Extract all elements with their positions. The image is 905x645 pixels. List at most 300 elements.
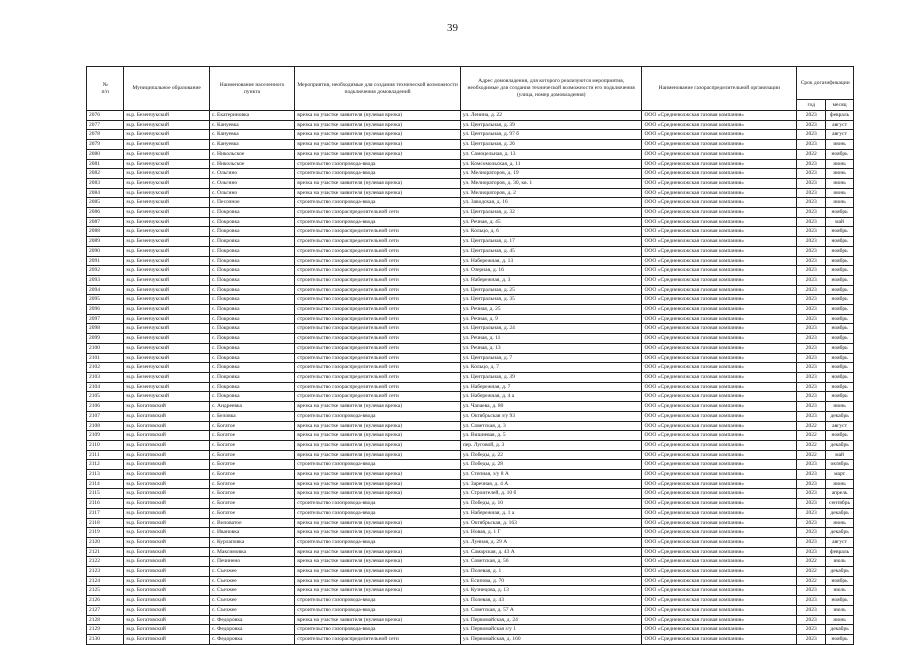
row-activity: строительство газопровода-ввода bbox=[295, 596, 461, 606]
row-number: 2095 bbox=[87, 295, 124, 305]
row-organization: ООО «Средневолжская газовая компания» bbox=[642, 479, 797, 489]
row-year: 2023 bbox=[797, 382, 826, 392]
row-year: 2023 bbox=[797, 634, 826, 644]
row-address: ул. Мелиораторов, д. 19 bbox=[460, 169, 642, 179]
row-organization: ООО «Средневолжская газовая компания» bbox=[642, 111, 797, 121]
row-month: июнь bbox=[826, 140, 854, 150]
row-number: 2097 bbox=[87, 314, 124, 324]
row-activity: врезка на участке заявителя (нулевая врезка) bbox=[295, 489, 461, 499]
row-activity: строительство газораспределительной сети bbox=[295, 634, 461, 644]
row-activity: строительство газораспределительной сети bbox=[295, 246, 461, 256]
row-activity: строительство газопровода-ввода bbox=[295, 159, 461, 169]
row-settlement: с. Курлаповка bbox=[209, 537, 294, 547]
row-number: 2099 bbox=[87, 334, 124, 344]
row-activity: врезка на участке заявителя (нулевая врезка) bbox=[295, 567, 461, 577]
row-activity: врезка на участке заявителя (нулевая врезка) bbox=[295, 470, 461, 480]
row-year: 2023 bbox=[797, 275, 826, 285]
row-number: 2128 bbox=[87, 615, 124, 625]
row-settlement: с. Максимовка bbox=[209, 547, 294, 557]
row-address: ул. Советская, д. 3 bbox=[460, 421, 642, 431]
row-activity: строительство газопровода-ввода bbox=[295, 169, 461, 179]
row-month: июнь bbox=[826, 402, 854, 412]
table-row bbox=[87, 208, 854, 218]
row-year: 2022 bbox=[797, 421, 826, 431]
table-row bbox=[87, 615, 854, 625]
row-address: ул. Самоцельная, д. 13 bbox=[460, 149, 642, 159]
row-year: 2023 bbox=[797, 537, 826, 547]
row-municipality: м.р. Богатовский bbox=[124, 489, 209, 499]
row-settlement: с. Федоровка bbox=[209, 634, 294, 644]
table-header bbox=[87, 67, 854, 111]
row-activity: врезка на участке заявителя (нулевая врезка) bbox=[295, 149, 461, 159]
row-address: ул. Кольцо, д. 7 bbox=[460, 363, 642, 373]
table-row bbox=[87, 256, 854, 266]
row-municipality: м.р. Безенчукский bbox=[124, 208, 209, 218]
row-municipality: м.р. Безенчукский bbox=[124, 266, 209, 276]
table-row bbox=[87, 576, 854, 586]
row-municipality: м.р. Богатовский bbox=[124, 402, 209, 412]
row-activity: врезка на участке заявителя (нулевая врезка) bbox=[295, 479, 461, 489]
row-organization: ООО «Средневолжская газовая компания» bbox=[642, 460, 797, 470]
row-activity: врезка на участке заявителя (нулевая врезка) bbox=[295, 450, 461, 460]
row-address: ул. Первомайская з/у 1 bbox=[460, 625, 642, 635]
row-settlement: с. Виловатое bbox=[209, 518, 294, 528]
row-activity: строительство газопровода-ввода bbox=[295, 499, 461, 509]
table-row bbox=[87, 528, 854, 538]
row-month: ноябрь bbox=[826, 634, 854, 644]
table-row bbox=[87, 159, 854, 169]
row-number: 2106 bbox=[87, 402, 124, 412]
row-year: 2023 bbox=[797, 169, 826, 179]
row-address: ул. Заречная, д. 4 А bbox=[460, 479, 642, 489]
row-number: 2096 bbox=[87, 305, 124, 315]
row-municipality: м.р. Безенчукский bbox=[124, 120, 209, 130]
row-activity: строительство газопровода-ввода bbox=[295, 411, 461, 421]
row-organization: ООО «Средневолжская газовая компания» bbox=[642, 372, 797, 382]
row-month: апрель bbox=[826, 489, 854, 499]
row-number: 2113 bbox=[87, 470, 124, 480]
row-month: май bbox=[826, 450, 854, 460]
row-activity: врезка на участке заявителя (нулевая врезка) bbox=[295, 130, 461, 140]
row-year: 2023 bbox=[797, 246, 826, 256]
row-number: 2105 bbox=[87, 392, 124, 402]
row-month: август bbox=[826, 537, 854, 547]
row-number: 2120 bbox=[87, 537, 124, 547]
row-municipality: м.р. Богатовский bbox=[124, 460, 209, 470]
row-organization: ООО «Средневолжская газовая компания» bbox=[642, 605, 797, 615]
table-row bbox=[87, 140, 854, 150]
row-month: ноябрь bbox=[826, 372, 854, 382]
row-organization: ООО «Средневолжская газовая компания» bbox=[642, 256, 797, 266]
row-organization: ООО «Средневолжская газовая компания» bbox=[642, 275, 797, 285]
table-row bbox=[87, 314, 854, 324]
row-organization: ООО «Средневолжская газовая компания» bbox=[642, 450, 797, 460]
row-municipality: м.р. Безенчукский bbox=[124, 159, 209, 169]
row-settlement: с. Покровка bbox=[209, 246, 294, 256]
row-month: ноябрь bbox=[826, 305, 854, 315]
table-row bbox=[87, 450, 854, 460]
header-deadline: Срок догазификации bbox=[797, 67, 854, 100]
row-activity: строительство газораспределительной сети bbox=[295, 208, 461, 218]
row-settlement: с. Покровка bbox=[209, 392, 294, 402]
row-organization: ООО «Средневолжская газовая компания» bbox=[642, 557, 797, 567]
row-activity: строительство газораспределительной сети bbox=[295, 227, 461, 237]
row-activity: строительство газопровода-ввода bbox=[295, 460, 461, 470]
row-month: июнь bbox=[826, 169, 854, 179]
row-number: 2090 bbox=[87, 246, 124, 256]
row-municipality: м.р. Безенчукский bbox=[124, 334, 209, 344]
row-settlement: с. Покровка bbox=[209, 372, 294, 382]
row-number: 2116 bbox=[87, 499, 124, 509]
row-activity: врезка на участке заявителя (нулевая врезка) bbox=[295, 557, 461, 567]
row-activity: строительство газораспределительной сети bbox=[295, 334, 461, 344]
row-address: ул. Центральная, д. 7 bbox=[460, 353, 642, 363]
row-activity: строительство газораспределительной сети bbox=[295, 372, 461, 382]
row-organization: ООО «Средневолжская газовая компания» bbox=[642, 537, 797, 547]
row-organization: ООО «Средневолжская газовая компания» bbox=[642, 343, 797, 353]
header-municipality: Муниципальное образование bbox=[124, 67, 209, 111]
table-row bbox=[87, 285, 854, 295]
row-number: 2110 bbox=[87, 440, 124, 450]
row-address: ул. Заводская, д. 16 bbox=[460, 198, 642, 208]
row-activity: врезка на участке заявителя (нулевая врезка) bbox=[295, 547, 461, 557]
row-month: ноябрь bbox=[826, 237, 854, 247]
row-municipality: м.р. Богатовский bbox=[124, 557, 209, 567]
row-address: ул. Победы, д. 10 bbox=[460, 499, 642, 509]
row-organization: ООО «Средневолжская газовая компания» bbox=[642, 421, 797, 431]
row-number: 2104 bbox=[87, 382, 124, 392]
row-address: ул. Новая, д. 1 Г bbox=[460, 528, 642, 538]
row-municipality: м.р. Безенчукский bbox=[124, 363, 209, 373]
row-month: май bbox=[826, 217, 854, 227]
row-organization: ООО «Средневолжская газовая компания» bbox=[642, 334, 797, 344]
row-address: ул. Мелиораторов, д. 2 bbox=[460, 188, 642, 198]
row-year: 2023 bbox=[797, 227, 826, 237]
row-organization: ООО «Средневолжская газовая компания» bbox=[642, 266, 797, 276]
row-year: 2022 bbox=[797, 149, 826, 159]
row-organization: ООО «Средневолжская газовая компания» bbox=[642, 246, 797, 256]
row-year: 2023 bbox=[797, 615, 826, 625]
row-year: 2023 bbox=[797, 285, 826, 295]
row-number: 2078 bbox=[87, 130, 124, 140]
row-activity: строительство газораспределительной сети bbox=[295, 275, 461, 285]
row-month: июнь bbox=[826, 479, 854, 489]
row-year: 2023 bbox=[797, 547, 826, 557]
row-settlement: с. Покровка bbox=[209, 256, 294, 266]
row-municipality: м.р. Безенчукский bbox=[124, 169, 209, 179]
row-activity: строительство газораспределительной сети bbox=[295, 256, 461, 266]
row-municipality: м.р. Богатовский bbox=[124, 499, 209, 509]
table-row bbox=[87, 130, 854, 140]
row-municipality: м.р. Безенчукский bbox=[124, 130, 209, 140]
row-activity: строительство газораспределительной сети bbox=[295, 392, 461, 402]
row-address: ул. Центральная, д. 25 bbox=[460, 285, 642, 295]
row-municipality: м.р. Безенчукский bbox=[124, 305, 209, 315]
row-year: 2023 bbox=[797, 130, 826, 140]
row-municipality: м.р. Безенчукский bbox=[124, 178, 209, 188]
row-number: 2127 bbox=[87, 605, 124, 615]
row-organization: ООО «Средневолжская газовая компания» bbox=[642, 499, 797, 509]
row-address: ул. Центральная, д. 39 bbox=[460, 372, 642, 382]
table-row bbox=[87, 625, 854, 635]
row-municipality: м.р. Богатовский bbox=[124, 518, 209, 528]
table-row bbox=[87, 324, 854, 334]
row-address: ул. Первомайская, д. 160 bbox=[460, 634, 642, 644]
row-number: 2130 bbox=[87, 634, 124, 644]
row-municipality: м.р. Богатовский bbox=[124, 508, 209, 518]
row-organization: ООО «Средневолжская газовая компания» bbox=[642, 217, 797, 227]
row-settlement: с. Никольское bbox=[209, 149, 294, 159]
row-municipality: м.р. Безенчукский bbox=[124, 372, 209, 382]
row-organization: ООО «Средневолжская газовая компания» bbox=[642, 314, 797, 324]
row-address: ул. Центральная, д. 24 bbox=[460, 324, 642, 334]
row-address: ул. Победы, д. 28 bbox=[460, 460, 642, 470]
row-activity: врезка на участке заявителя (нулевая врезка) bbox=[295, 188, 461, 198]
row-address: ул. Полевая, д. 43 bbox=[460, 596, 642, 606]
row-month: июнь bbox=[826, 178, 854, 188]
table-row bbox=[87, 237, 854, 247]
table-row bbox=[87, 227, 854, 237]
row-municipality: м.р. Богатовский bbox=[124, 470, 209, 480]
table-row bbox=[87, 169, 854, 179]
row-settlement: с. Покровка bbox=[209, 237, 294, 247]
row-municipality: м.р. Безенчукский bbox=[124, 256, 209, 266]
row-number: 2094 bbox=[87, 285, 124, 295]
row-organization: ООО «Средневолжская газовая компания» bbox=[642, 140, 797, 150]
row-number: 2118 bbox=[87, 518, 124, 528]
row-address: ул. Кольцо, д. 6 bbox=[460, 227, 642, 237]
row-settlement: с. Никольское bbox=[209, 159, 294, 169]
row-month: ноябрь bbox=[826, 596, 854, 606]
row-activity: строительство газораспределительной сети bbox=[295, 382, 461, 392]
row-settlement: с. Богатое bbox=[209, 431, 294, 441]
row-activity: строительство газораспределительной сети bbox=[295, 363, 461, 373]
row-address: ул. Набережная, д. 13 bbox=[460, 256, 642, 266]
row-address: ул. Победы, д. 22 bbox=[460, 450, 642, 460]
row-month: октябрь bbox=[826, 460, 854, 470]
table-row bbox=[87, 557, 854, 567]
row-address: ул. Набережная, д. 4 а bbox=[460, 392, 642, 402]
table-row bbox=[87, 634, 854, 644]
table-row bbox=[87, 188, 854, 198]
row-municipality: м.р. Богатовский bbox=[124, 528, 209, 538]
row-number: 2085 bbox=[87, 198, 124, 208]
row-settlement: с. Покровка bbox=[209, 382, 294, 392]
row-organization: ООО «Средневолжская газовая компания» bbox=[642, 208, 797, 218]
row-settlement: с. Съезжее bbox=[209, 586, 294, 596]
table-row bbox=[87, 111, 854, 121]
row-settlement: с. Кануевка bbox=[209, 130, 294, 140]
row-month: ноябрь bbox=[826, 246, 854, 256]
row-month: август bbox=[826, 130, 854, 140]
row-year: 2023 bbox=[797, 208, 826, 218]
row-settlement: с. Ольгино bbox=[209, 169, 294, 179]
row-organization: ООО «Средневолжская газовая компания» bbox=[642, 547, 797, 557]
row-year: 2023 bbox=[797, 198, 826, 208]
table-row bbox=[87, 518, 854, 528]
row-organization: ООО «Средневолжская газовая компания» bbox=[642, 237, 797, 247]
page-number: 39 bbox=[447, 22, 458, 34]
header-activity: Мероприятия, необходимые для создания технической возможности подключения домовладений bbox=[295, 67, 461, 111]
table-row bbox=[87, 149, 854, 159]
row-municipality: м.р. Безенчукский bbox=[124, 217, 209, 227]
row-settlement: с. Покровка bbox=[209, 363, 294, 373]
row-settlement: с. Покровка bbox=[209, 275, 294, 285]
row-year: 2023 bbox=[797, 508, 826, 518]
row-year: 2023 bbox=[797, 402, 826, 412]
row-activity: строительство газопровода-ввода bbox=[295, 198, 461, 208]
row-year: 2023 bbox=[797, 305, 826, 315]
row-organization: ООО «Средневолжская газовая компания» bbox=[642, 518, 797, 528]
row-number: 2125 bbox=[87, 586, 124, 596]
table-row bbox=[87, 537, 854, 547]
row-address: ул. Набережная, д. 7 bbox=[460, 382, 642, 392]
row-activity: строительство газопровода-ввода bbox=[295, 625, 461, 635]
row-month: август bbox=[826, 421, 854, 431]
table-row bbox=[87, 217, 854, 227]
table-row bbox=[87, 343, 854, 353]
row-number: 2098 bbox=[87, 324, 124, 334]
row-settlement: с. Кануевка bbox=[209, 140, 294, 150]
header-address: Адрес домовладения, для которого реализуются мероприятия, необходимые для создания технической возможности его подключения (улица, номер домовладения) bbox=[460, 67, 642, 111]
row-settlement: с. Покровка bbox=[209, 305, 294, 315]
row-year: 2023 bbox=[797, 518, 826, 528]
row-month: ноябрь bbox=[826, 285, 854, 295]
row-year: 2022 bbox=[797, 576, 826, 586]
row-month: июнь bbox=[826, 198, 854, 208]
table-row bbox=[87, 266, 854, 276]
row-year: 2023 bbox=[797, 363, 826, 373]
table-row bbox=[87, 596, 854, 606]
row-organization: ООО «Средневолжская газовая компания» bbox=[642, 392, 797, 402]
row-activity: врезка на участке заявителя (нулевая врезка) bbox=[295, 576, 461, 586]
row-activity: врезка на участке заявителя (нулевая врезка) bbox=[295, 586, 461, 596]
table-row bbox=[87, 392, 854, 402]
row-organization: ООО «Средневолжская газовая компания» bbox=[642, 615, 797, 625]
row-number: 2082 bbox=[87, 169, 124, 179]
row-organization: ООО «Средневолжская газовая компания» bbox=[642, 178, 797, 188]
row-month: июнь bbox=[826, 518, 854, 528]
header-settlement: Наименование населенного пункта bbox=[209, 67, 294, 111]
row-address: ул. Озерная, д. 16 bbox=[460, 266, 642, 276]
row-address: ул. Речная, д. 25 bbox=[460, 305, 642, 315]
row-number: 2080 bbox=[87, 149, 124, 159]
row-activity: строительство газораспределительной сети bbox=[295, 314, 461, 324]
table-row bbox=[87, 402, 854, 412]
row-month: ноябрь bbox=[826, 392, 854, 402]
row-address: ул. Есипова, д. 70 bbox=[460, 576, 642, 586]
row-municipality: м.р. Богатовский bbox=[124, 605, 209, 615]
table-row bbox=[87, 305, 854, 315]
row-municipality: м.р. Безенчукский bbox=[124, 324, 209, 334]
row-activity: врезка на участке заявителя (нулевая врезка) bbox=[295, 178, 461, 188]
row-settlement: с. Съезжее bbox=[209, 605, 294, 615]
row-activity: строительство газопровода-ввода bbox=[295, 508, 461, 518]
table-row bbox=[87, 363, 854, 373]
table-row bbox=[87, 120, 854, 130]
row-year: 2023 bbox=[797, 372, 826, 382]
row-month: ноябрь bbox=[826, 382, 854, 392]
row-month: ноябрь bbox=[826, 227, 854, 237]
row-organization: ООО «Средневолжская газовая компания» bbox=[642, 634, 797, 644]
row-year: 2022 bbox=[797, 567, 826, 577]
row-month: ноябрь bbox=[826, 576, 854, 586]
row-activity: строительство газораспределительной сети bbox=[295, 343, 461, 353]
table-row bbox=[87, 275, 854, 285]
header-month: месяц bbox=[826, 100, 854, 111]
row-municipality: м.р. Безенчукский bbox=[124, 392, 209, 402]
header-organization: Наименование газораспределительной организации bbox=[642, 67, 797, 111]
row-settlement: с. Песочное bbox=[209, 198, 294, 208]
row-number: 2101 bbox=[87, 353, 124, 363]
row-organization: ООО «Средневолжская газовая компания» bbox=[642, 440, 797, 450]
row-address: ул. Центральная, д. 39 bbox=[460, 120, 642, 130]
row-activity: врезка на участке заявителя (нулевая врезка) bbox=[295, 431, 461, 441]
row-month: февраль bbox=[826, 111, 854, 121]
table-row bbox=[87, 411, 854, 421]
row-organization: ООО «Средневолжская газовая компания» bbox=[642, 431, 797, 441]
row-settlement: с. Покровка bbox=[209, 295, 294, 305]
row-address: ул. Речная, д. 9 bbox=[460, 314, 642, 324]
table-container bbox=[86, 66, 854, 645]
row-number: 2077 bbox=[87, 120, 124, 130]
table-row bbox=[87, 508, 854, 518]
row-month: ноябрь bbox=[826, 363, 854, 373]
row-number: 2112 bbox=[87, 460, 124, 470]
row-address: ул. Набережная, д. 3 bbox=[460, 275, 642, 285]
row-year: 2023 bbox=[797, 334, 826, 344]
row-year: 2023 bbox=[797, 625, 826, 635]
row-municipality: м.р. Богатовский bbox=[124, 634, 209, 644]
row-organization: ООО «Средневолжская газовая компания» bbox=[642, 198, 797, 208]
gasification-table bbox=[86, 66, 854, 645]
row-address: ул. Степная, з/у 8 А bbox=[460, 470, 642, 480]
row-organization: ООО «Средневолжская газовая компания» bbox=[642, 305, 797, 315]
row-address: ул. Советская, д. 56 bbox=[460, 557, 642, 567]
row-settlement: с. Покровка bbox=[209, 314, 294, 324]
row-year: 2023 bbox=[797, 411, 826, 421]
row-municipality: м.р. Безенчукский bbox=[124, 188, 209, 198]
row-month: ноябрь bbox=[826, 295, 854, 305]
row-activity: строительство газораспределительной сети bbox=[295, 353, 461, 363]
row-year: 2023 bbox=[797, 314, 826, 324]
table-row bbox=[87, 499, 854, 509]
row-activity: строительство газораспределительной сети bbox=[295, 324, 461, 334]
row-number: 2091 bbox=[87, 256, 124, 266]
row-month: декабрь bbox=[826, 567, 854, 577]
row-year: 2022 bbox=[797, 450, 826, 460]
row-organization: ООО «Средневолжская газовая компания» bbox=[642, 159, 797, 169]
row-settlement: с. Богатое bbox=[209, 460, 294, 470]
table-row bbox=[87, 198, 854, 208]
row-address: ул. Ленина, д. 22 bbox=[460, 111, 642, 121]
row-number: 2111 bbox=[87, 450, 124, 460]
row-year: 2023 bbox=[797, 256, 826, 266]
row-municipality: м.р. Богатовский bbox=[124, 450, 209, 460]
row-number: 2108 bbox=[87, 421, 124, 431]
row-number: 2103 bbox=[87, 372, 124, 382]
row-settlement: с. Кануевка bbox=[209, 120, 294, 130]
row-organization: ООО «Средневолжская газовая компания» bbox=[642, 402, 797, 412]
row-municipality: м.р. Богатовский bbox=[124, 596, 209, 606]
row-month: декабрь bbox=[826, 508, 854, 518]
row-activity: строительство газораспределительной сети bbox=[295, 295, 461, 305]
row-month: ноябрь bbox=[826, 353, 854, 363]
row-settlement: с. Съезжее bbox=[209, 567, 294, 577]
row-settlement: с. Покровка bbox=[209, 343, 294, 353]
row-organization: ООО «Средневолжская газовая компания» bbox=[642, 625, 797, 635]
row-year: 2023 bbox=[797, 178, 826, 188]
